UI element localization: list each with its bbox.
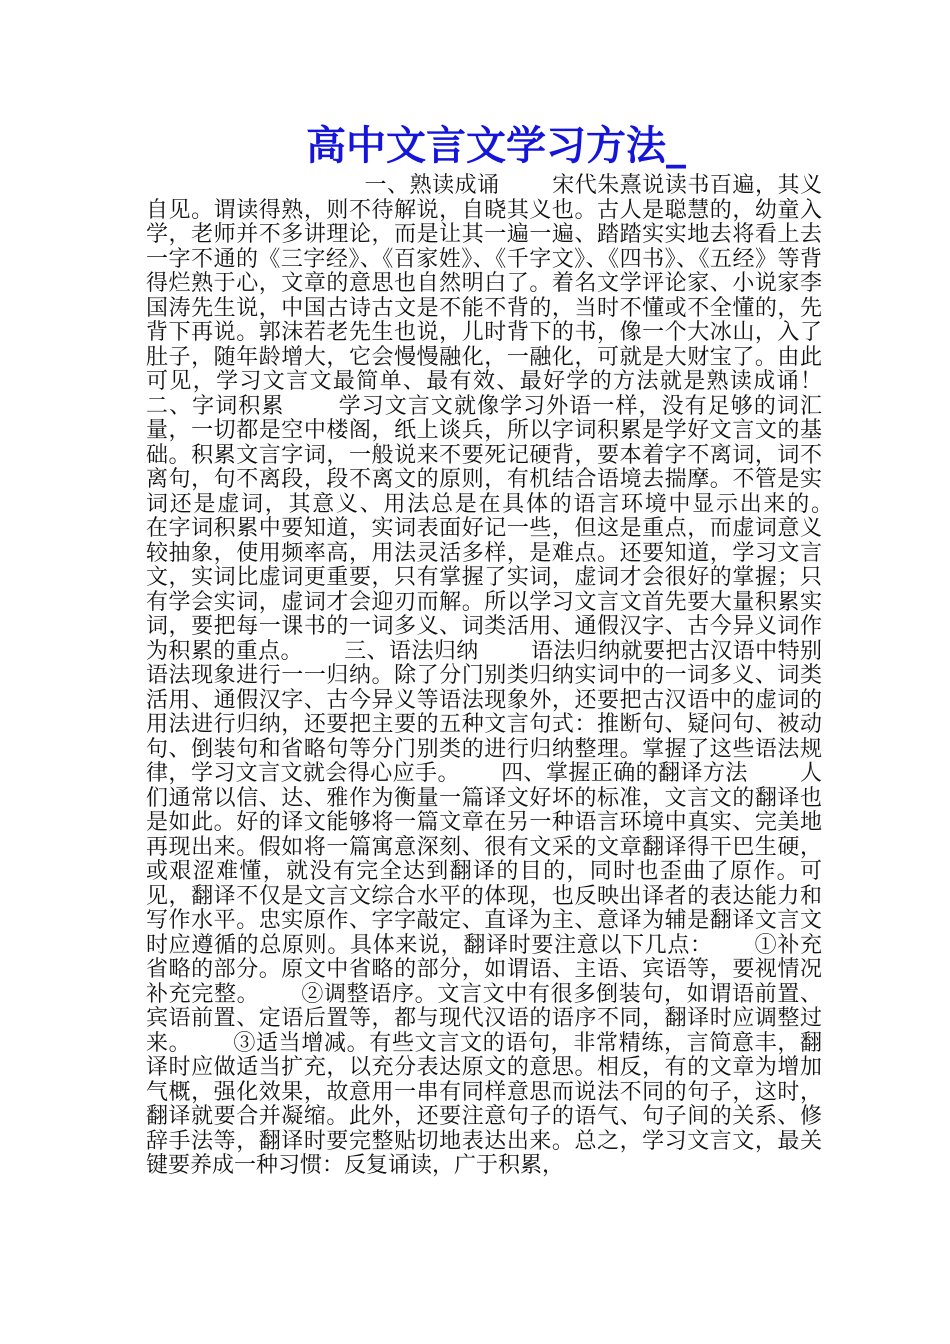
document-page [146,118,873,1179]
document-body-text: 一、熟读成诵 宋代朱熹说读书百遍，其义自见。谓读得熟，则不待解说，自晓其义也。古人是聪慧的，幼童入学，老师并不多讲理论，而是让其一遍一遍、踏踏实实地去将看上去一字不通的《三字经》、《百家姓》、《千字文》、《四书》、《五经》等背得烂熟于心，文章的意思也自然明白了。着名文学评论家、小说家李国涛先生说，中国古诗古文是不能不背的，当时不懂或不全懂的，先背下再说。郭沫若老先生也说，儿时背下的书，像一个大冰山，入了肚子，随年龄增大，它会慢慢融化，一融化，可就是大财宝了。由此可见，学习文言文最简单、最有效、最好学的方法就是熟读成诵！ 二、字词积累 学习文言文就像学习外语一样，没有足够的词汇量，一切都是空中楼阁，纸上谈兵，所以字词积累是学好文言文的基础。积累文言字词，一般说来不要死记硬背，要本着字不离词，词不离句，句不离段，段不离文的原则，有机结合语境去揣摩。不管是实词还是虚词，其意义、用法总是在具体的语言环境中显示出来的。 在字词积累中要知道，实词表面好记一些，但这是重点，而虚词意义较抽象，使用频率高，用法灵活多样，是难点。还要知道，学习文言文，实词比虚词更重要，只有掌握了实词，虚词才会很好的掌握；只有学会实词，虚词才会迎刃而解。所以学习文言文首先要大量积累实词，要把每一课书的一词多义、词类活用、通假汉字、古今异义词作为积累的重点。 三、语法归纳 语法归纳就要把古汉语中特别语法现象进行一一归纳。除了分门别类归纳实词中的一词多义、词类活用、通假汉字、古今异义等语法现象外，还要把古汉语中的虚词的用法进行归纳，还要把主要的五种文言句式：推断句、疑问句、被动句、倒装句和省略句等分门别类的进行归纳整理。掌握了这些语法规律，学习文言文就会得心应手。 四、掌握正确的翻译方法 人们通常以信、达、雅作为衡量一篇译文好坏的标准，文言文的翻译也是如此。好的译文能够将一篇文章在另一种语言环境中真实、完美地再现出来。假如将一篇寓意深刻、很有文采的文章翻译得干巴生硬，或艰涩难懂，就没有完全达到翻译的目的，同时也歪曲了原作。可见，翻译不仅是文言文综合水平的体现，也反映出译者的表达能力和写作水平。忠实原作、字字敲定、直译为主、意译为辅是翻译文言文时应遵循的总原则。具体来说，翻译时要注意以下几点： ①补充省略的部分。原文中省略的部分，如谓语、主语、宾语等，要视情况补充完整。 ②调整语序。文言文中有很多倒装句，如谓语前置、宾语前置、定语后置等，都与现代汉语的语序不同，翻译时应调整过来。 ③适当增减。有些文言文的语句，非常精练，言简意丰，翻译时应做适当扩充，以充分表达原文的意思。相反，有的文章为增加气概，强化效果，故意用一串有同样意思而说法不同的句子，这时，翻译就要合并凝缩。此外，还要注意句子的语气、句子间的关系、修辞手法等，翻译时要完整贴切地表达出来。总之，学习文言文，最关键要养成一种习惯：反复诵读，广于积累， [146,173,873,1178]
document-body [146,173,873,1179]
document-title: 高中文言文学习方法_ [306,122,686,169]
